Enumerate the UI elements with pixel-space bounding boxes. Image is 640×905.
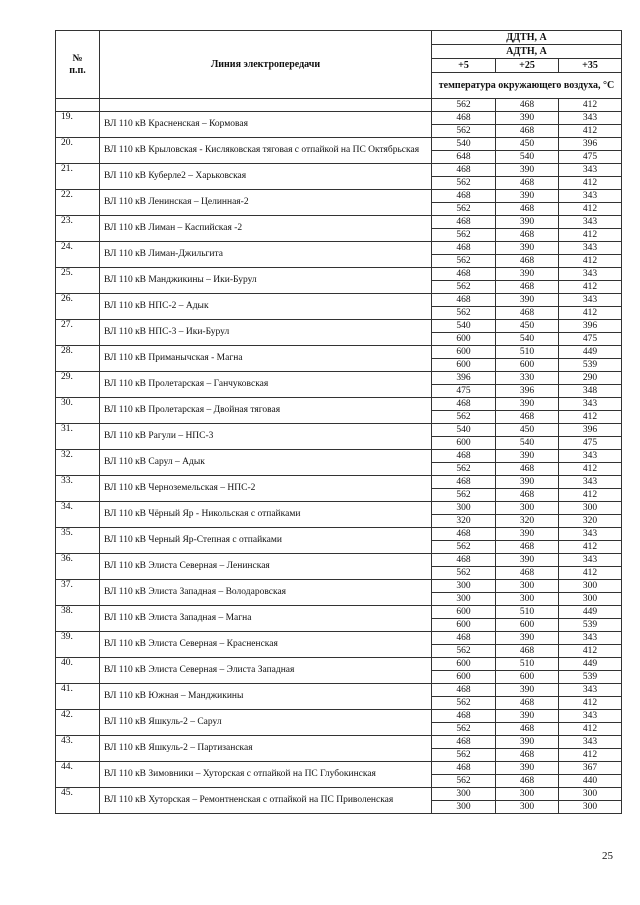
line-name: ВЛ 110 кВ НПС-3 – Ики-Бурул [100, 320, 432, 346]
value-cell: 468 [496, 645, 559, 658]
value-cell: 412 [559, 229, 622, 242]
value-cell: 468 [432, 164, 496, 177]
line-name: ВЛ 110 кВ Элиста Западная – Володаровская [100, 580, 432, 606]
value-cell: 600 [432, 437, 496, 450]
value-cell: 300 [432, 788, 496, 801]
value-cell: 412 [559, 411, 622, 424]
value-cell: 468 [432, 112, 496, 125]
temp-header-25: +25 [496, 59, 559, 73]
value-cell: 562 [432, 775, 496, 788]
table-row [56, 242, 622, 255]
value-cell: 562 [432, 99, 496, 112]
row-number: 37. [56, 580, 100, 606]
value-cell: 343 [559, 294, 622, 307]
value-cell: 468 [496, 411, 559, 424]
value-cell: 412 [559, 541, 622, 554]
value-cell: 440 [559, 775, 622, 788]
row-number: 45. [56, 788, 100, 814]
value-cell: 540 [432, 320, 496, 333]
row-number: 39. [56, 632, 100, 658]
value-cell: 600 [496, 619, 559, 632]
value-cell: 468 [432, 398, 496, 411]
value-cell: 449 [559, 658, 622, 671]
value-cell: 300 [559, 801, 622, 814]
value-cell: 343 [559, 476, 622, 489]
value-cell: 343 [559, 450, 622, 463]
value-cell: 468 [496, 281, 559, 294]
value-cell: 412 [559, 255, 622, 268]
line-name: ВЛ 110 кВ Сарул – Адык [100, 450, 432, 476]
value-cell: 468 [432, 242, 496, 255]
value-cell: 343 [559, 164, 622, 177]
table-row [56, 138, 622, 151]
value-cell: 343 [559, 736, 622, 749]
line-name: ВЛ 110 кВ Ленинская – Целинная-2 [100, 190, 432, 216]
value-cell: 562 [432, 307, 496, 320]
value-cell: 562 [432, 697, 496, 710]
row-number: 24. [56, 242, 100, 268]
value-cell: 540 [496, 437, 559, 450]
line-name: ВЛ 110 кВ Пролетарская – Ганчуковская [100, 372, 432, 398]
value-cell: 468 [496, 541, 559, 554]
value-cell: 600 [432, 359, 496, 372]
value-cell: 449 [559, 606, 622, 619]
value-cell: 290 [559, 372, 622, 385]
value-cell: 468 [496, 229, 559, 242]
page-number: 25 [602, 850, 613, 862]
row-number: 43. [56, 736, 100, 762]
value-cell: 562 [432, 125, 496, 138]
value-cell: 562 [432, 203, 496, 216]
value-cell: 600 [496, 671, 559, 684]
value-cell: 390 [496, 684, 559, 697]
row-number: 21. [56, 164, 100, 190]
line-name: ВЛ 110 кВ Элиста Северная – Элиста Западная [100, 658, 432, 684]
value-cell: 300 [496, 788, 559, 801]
value-cell: 562 [432, 229, 496, 242]
value-cell: 468 [496, 489, 559, 502]
row-number: 29. [56, 372, 100, 398]
value-cell: 468 [432, 294, 496, 307]
value-cell: 468 [496, 463, 559, 476]
line-name: ВЛ 110 кВ Яшкуль-2 – Партизанская [100, 736, 432, 762]
value-cell: 562 [432, 411, 496, 424]
value-cell: 539 [559, 359, 622, 372]
line-name: ВЛ 110 кВ Пролетарская – Двойная тяговая [100, 398, 432, 424]
value-cell: 300 [496, 801, 559, 814]
line-name: ВЛ 110 кВ Черноземельская – НПС-2 [100, 476, 432, 502]
line-name: ВЛ 110 кВ Рагули – НПС-3 [100, 424, 432, 450]
value-cell: 449 [559, 346, 622, 359]
line-name: ВЛ 110 кВ Лиман-Джильгита [100, 242, 432, 268]
carry-over-row [56, 99, 622, 112]
value-cell: 343 [559, 216, 622, 229]
row-number: 33. [56, 476, 100, 502]
value-cell: 343 [559, 190, 622, 203]
line-name: ВЛ 110 кВ Приманычская - Магна [100, 346, 432, 372]
value-cell: 300 [432, 580, 496, 593]
value-cell: 562 [432, 255, 496, 268]
value-cell: 300 [559, 580, 622, 593]
value-cell: 600 [432, 658, 496, 671]
value-cell: 468 [432, 190, 496, 203]
value-cell: 562 [432, 723, 496, 736]
value-cell: 367 [559, 762, 622, 775]
value-cell: 348 [559, 385, 622, 398]
value-cell: 330 [496, 372, 559, 385]
value-cell: 343 [559, 554, 622, 567]
value-cell: 562 [432, 489, 496, 502]
value-cell: 320 [432, 515, 496, 528]
row-number: 44. [56, 762, 100, 788]
value-cell: 300 [496, 593, 559, 606]
line-name: ВЛ 110 кВ Зимовники – Хуторская с отпайкой на ПС Глубокинская [100, 762, 432, 788]
row-number: 42. [56, 710, 100, 736]
value-cell: 412 [559, 463, 622, 476]
row-number: 19. [56, 112, 100, 138]
value-cell: 343 [559, 684, 622, 697]
value-cell: 539 [559, 619, 622, 632]
value-cell: 468 [496, 775, 559, 788]
ddtn-header: ДДТН, А [432, 31, 622, 45]
table-row [56, 294, 622, 307]
value-cell: 396 [559, 424, 622, 437]
value-cell: 343 [559, 268, 622, 281]
value-cell: 396 [559, 320, 622, 333]
value-cell: 412 [559, 645, 622, 658]
table-row [56, 710, 622, 723]
line-name: ВЛ 110 кВ Манджикины – Ики-Бурул [100, 268, 432, 294]
value-cell: 412 [559, 125, 622, 138]
value-cell: 390 [496, 632, 559, 645]
value-cell: 475 [559, 437, 622, 450]
row-number: 41. [56, 684, 100, 710]
value-cell: 468 [432, 554, 496, 567]
value-cell: 300 [432, 801, 496, 814]
value-cell: 320 [496, 515, 559, 528]
value-cell: 412 [559, 567, 622, 580]
value-cell: 412 [559, 307, 622, 320]
value-cell: 468 [432, 632, 496, 645]
value-cell: 390 [496, 450, 559, 463]
table-row [56, 788, 622, 801]
row-number: 20. [56, 138, 100, 164]
value-cell: 390 [496, 190, 559, 203]
value-cell: 343 [559, 528, 622, 541]
temp-header-5: +5 [432, 59, 496, 73]
value-cell: 390 [496, 554, 559, 567]
value-cell: 468 [496, 697, 559, 710]
row-number [56, 99, 100, 112]
value-cell: 600 [432, 671, 496, 684]
value-cell: 540 [496, 151, 559, 164]
value-cell: 300 [559, 788, 622, 801]
table-row [56, 658, 622, 671]
table-row [56, 684, 622, 697]
value-cell: 300 [559, 593, 622, 606]
value-cell: 475 [432, 385, 496, 398]
value-cell: 412 [559, 177, 622, 190]
value-cell: 468 [432, 528, 496, 541]
value-cell: 450 [496, 424, 559, 437]
value-cell: 468 [432, 450, 496, 463]
value-cell: 468 [496, 125, 559, 138]
line-name: ВЛ 110 кВ НПС-2 – Адык [100, 294, 432, 320]
row-number: 31. [56, 424, 100, 450]
value-cell: 468 [496, 723, 559, 736]
temp-caption: температура окружающего воздуха, °С [432, 73, 622, 99]
table-row [56, 268, 622, 281]
value-cell: 390 [496, 268, 559, 281]
table-row [56, 398, 622, 411]
value-cell: 390 [496, 476, 559, 489]
row-number: 34. [56, 502, 100, 528]
table-row [56, 554, 622, 567]
row-number: 26. [56, 294, 100, 320]
line-name: ВЛ 110 кВ Яшкуль-2 – Сарул [100, 710, 432, 736]
temp-header-35: +35 [559, 59, 622, 73]
row-number: 40. [56, 658, 100, 684]
adtn-header: АДТН, А [432, 45, 622, 59]
line-name: ВЛ 110 кВ Лиман – Каспийская -2 [100, 216, 432, 242]
table-row [56, 580, 622, 593]
value-cell: 412 [559, 203, 622, 216]
value-cell: 600 [432, 619, 496, 632]
value-cell: 390 [496, 112, 559, 125]
value-cell: 600 [432, 333, 496, 346]
value-cell: 390 [496, 242, 559, 255]
line-name [100, 99, 432, 112]
value-cell: 390 [496, 528, 559, 541]
value-cell: 468 [432, 736, 496, 749]
value-cell: 468 [496, 99, 559, 112]
value-cell: 468 [432, 476, 496, 489]
value-cell: 539 [559, 671, 622, 684]
value-cell: 390 [496, 294, 559, 307]
value-cell: 510 [496, 658, 559, 671]
table-row [56, 528, 622, 541]
table-row [56, 632, 622, 645]
value-cell: 540 [496, 333, 559, 346]
value-cell: 648 [432, 151, 496, 164]
table-row [56, 216, 622, 229]
value-cell: 475 [559, 333, 622, 346]
value-cell: 343 [559, 242, 622, 255]
value-cell: 468 [496, 307, 559, 320]
value-cell: 562 [432, 645, 496, 658]
row-number: 30. [56, 398, 100, 424]
line-name: ВЛ 110 кВ Красненская – Кормовая [100, 112, 432, 138]
table-row [56, 424, 622, 437]
line-name: ВЛ 110 кВ Черный Яр-Степная с отпайками [100, 528, 432, 554]
value-cell: 468 [496, 749, 559, 762]
value-cell: 412 [559, 99, 622, 112]
line-name: ВЛ 110 кВ Элиста Северная – Красненская [100, 632, 432, 658]
table-row [56, 736, 622, 749]
row-number: 23. [56, 216, 100, 242]
value-cell: 540 [432, 424, 496, 437]
table-row [56, 346, 622, 359]
value-cell: 450 [496, 320, 559, 333]
value-cell: 468 [496, 203, 559, 216]
value-cell: 600 [432, 606, 496, 619]
value-cell: 562 [432, 541, 496, 554]
value-cell: 396 [496, 385, 559, 398]
value-cell: 320 [559, 515, 622, 528]
row-number: 28. [56, 346, 100, 372]
value-cell: 600 [496, 359, 559, 372]
table-row [56, 372, 622, 385]
value-cell: 562 [432, 567, 496, 580]
value-cell: 412 [559, 489, 622, 502]
value-cell: 390 [496, 736, 559, 749]
value-cell: 468 [432, 216, 496, 229]
value-cell: 396 [432, 372, 496, 385]
line-name: ВЛ 110 кВ Южная – Манджикины [100, 684, 432, 710]
value-cell: 300 [496, 580, 559, 593]
value-cell: 562 [432, 177, 496, 190]
value-cell: 450 [496, 138, 559, 151]
value-cell: 390 [496, 710, 559, 723]
value-cell: 390 [496, 216, 559, 229]
line-ratings-table [55, 30, 622, 814]
value-cell: 562 [432, 463, 496, 476]
line-name: ВЛ 110 кВ Элиста Западная – Магна [100, 606, 432, 632]
value-cell: 390 [496, 762, 559, 775]
value-cell: 412 [559, 723, 622, 736]
value-cell: 468 [432, 762, 496, 775]
row-number: 25. [56, 268, 100, 294]
value-cell: 600 [432, 346, 496, 359]
value-cell: 468 [432, 268, 496, 281]
line-name: ВЛ 110 кВ Хуторская – Ремонтненская с отпайкой на ПС Приволенская [100, 788, 432, 814]
line-name: ВЛ 110 кВ Элиста Северная – Ленинская [100, 554, 432, 580]
line-name: ВЛ 110 кВ Чёрный Яр - Никольская с отпайками [100, 502, 432, 528]
value-cell: 412 [559, 281, 622, 294]
col-number-header: № п.п. [56, 31, 100, 99]
value-cell: 468 [496, 567, 559, 580]
value-cell: 468 [432, 710, 496, 723]
value-cell: 475 [559, 151, 622, 164]
value-cell: 562 [432, 281, 496, 294]
table-row [56, 112, 622, 125]
value-cell: 396 [559, 138, 622, 151]
row-number: 22. [56, 190, 100, 216]
row-number: 27. [56, 320, 100, 346]
value-cell: 300 [432, 593, 496, 606]
value-cell: 343 [559, 632, 622, 645]
value-cell: 300 [559, 502, 622, 515]
value-cell: 390 [496, 398, 559, 411]
row-number: 32. [56, 450, 100, 476]
table-row [56, 476, 622, 489]
table-row [56, 606, 622, 619]
value-cell: 468 [496, 255, 559, 268]
value-cell: 468 [432, 684, 496, 697]
line-name: ВЛ 110 кВ Крыловская - Кисляковская тяговая с отпайкой на ПС Октябрьская [100, 138, 432, 164]
value-cell: 468 [496, 177, 559, 190]
table-row [56, 164, 622, 177]
value-cell: 562 [432, 749, 496, 762]
value-cell: 390 [496, 164, 559, 177]
row-number: 38. [56, 606, 100, 632]
table-row [56, 762, 622, 775]
value-cell: 412 [559, 749, 622, 762]
value-cell: 510 [496, 346, 559, 359]
value-cell: 300 [432, 502, 496, 515]
value-cell: 510 [496, 606, 559, 619]
line-name: ВЛ 110 кВ Куберле2 – Харьковская [100, 164, 432, 190]
value-cell: 412 [559, 697, 622, 710]
value-cell: 343 [559, 398, 622, 411]
table-row [56, 502, 622, 515]
value-cell: 540 [432, 138, 496, 151]
table-row [56, 190, 622, 203]
row-number: 35. [56, 528, 100, 554]
value-cell: 300 [496, 502, 559, 515]
row-number: 36. [56, 554, 100, 580]
col-line-header: Линия электропередачи [100, 31, 432, 99]
table-row [56, 450, 622, 463]
table-row [56, 320, 622, 333]
value-cell: 343 [559, 112, 622, 125]
value-cell: 343 [559, 710, 622, 723]
